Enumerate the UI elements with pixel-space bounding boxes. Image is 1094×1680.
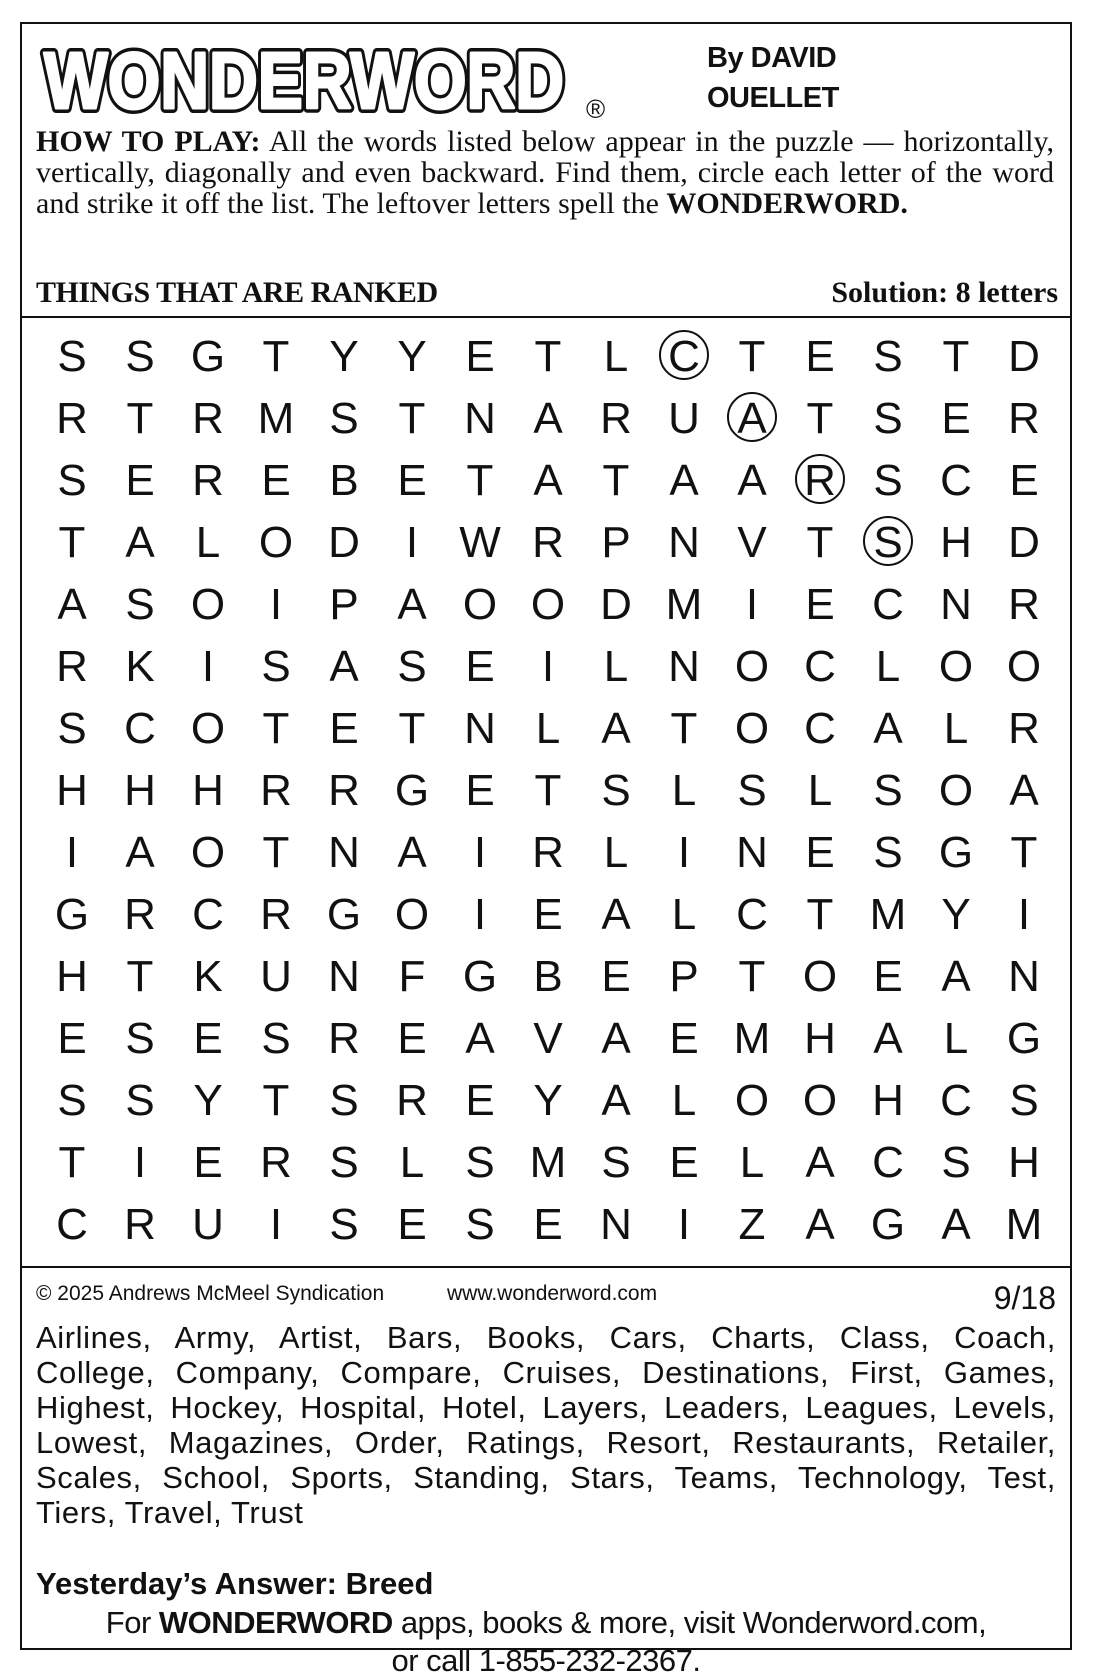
grid-letter[interactable]: O [938, 766, 974, 815]
grid-letter[interactable]: R [1008, 394, 1040, 443]
grid-letter[interactable]: T [1010, 828, 1038, 877]
grid-letter[interactable]: Z [738, 1200, 766, 1249]
grid-letter[interactable]: S [329, 1076, 359, 1125]
grid-letter[interactable]: W [459, 518, 501, 567]
grid-letter[interactable]: C [872, 1138, 904, 1187]
grid-letter[interactable]: A [1009, 766, 1039, 815]
grid-letter[interactable]: H [56, 952, 88, 1001]
grid-letter[interactable]: O [190, 828, 226, 877]
grid-letter[interactable]: E [465, 766, 495, 815]
grid-letter[interactable]: B [329, 456, 359, 505]
registered-mark: ® [586, 94, 606, 124]
grid-letter[interactable]: R [56, 642, 88, 691]
grid-letter[interactable]: C [56, 1200, 88, 1249]
word-list: Airlines, Army, Artist, Bars, Books, Cars, Charts, Class, Coach, College, Company, Compare, Cruises, Destinations, First, Games, Highest, Hockey, Hospital, Hotel, Layers, Leaders, Leagues, Levels, Lowest, Magazines, Order, Ratings, Resort, Restaurants, Retailer, Scales, School, Sports, Standing, Stars, Teams, Technology, Test, Tiers, Travel, Trust [36, 1320, 1056, 1530]
promo-brand: WONDERWORD [158, 1605, 393, 1640]
grid-letter[interactable]: H [192, 766, 224, 815]
grid-letter[interactable]: E [397, 456, 427, 505]
grid-letter[interactable]: H [804, 1014, 836, 1063]
grid-letter[interactable]: S [873, 332, 903, 381]
grid-letter[interactable]: R [396, 1076, 428, 1125]
grid-letter[interactable]: I [473, 828, 487, 877]
grid-letter[interactable]: C [872, 580, 904, 629]
grid-letter[interactable]: O [258, 518, 294, 567]
grid-letter[interactable]: E [805, 332, 835, 381]
grid-letter[interactable]: A [737, 456, 767, 505]
grid-letter[interactable]: N [668, 518, 700, 567]
grid-letter[interactable]: L [671, 1076, 697, 1125]
grid-letter[interactable]: E [329, 704, 359, 753]
grid-letter[interactable]: L [875, 642, 901, 691]
grid-letter[interactable]: M [665, 580, 703, 629]
grid-letter[interactable]: R [1008, 704, 1040, 753]
grid-letter[interactable]: E [465, 332, 495, 381]
grid-letter[interactable]: Y [533, 1076, 563, 1125]
grid-letter[interactable]: D [328, 518, 360, 567]
logo-outline: WONDERWORD [44, 36, 564, 125]
grid-letter[interactable]: I [201, 642, 215, 691]
grid-letter[interactable]: A [533, 456, 563, 505]
grid-letter[interactable]: T [262, 828, 290, 877]
grid-letter[interactable]: I [677, 1200, 691, 1249]
grid-letter[interactable]: E [533, 1200, 563, 1249]
grid-letter[interactable]: S [125, 580, 155, 629]
grid-letter[interactable]: A [873, 704, 903, 753]
grid-letter[interactable]: Y [397, 332, 427, 381]
grid-letter[interactable]: L [603, 828, 629, 877]
grid-letter[interactable]: E [57, 1014, 87, 1063]
grid-letter[interactable]: A [329, 642, 359, 691]
grid-letter[interactable]: R [192, 394, 224, 443]
grid-letter[interactable]: S [57, 456, 87, 505]
grid-letter[interactable]: S [737, 766, 767, 815]
grid-letter[interactable]: S [57, 704, 87, 753]
grid-letter[interactable]: N [600, 1200, 632, 1249]
grid-letter[interactable]: E [125, 456, 155, 505]
grid-letter[interactable]: A [805, 1138, 835, 1187]
grid-letter[interactable]: H [872, 1076, 904, 1125]
grid-letter[interactable]: O [802, 952, 838, 1001]
grid-letter[interactable]: I [133, 1138, 147, 1187]
grid-letter[interactable]: R [124, 1200, 156, 1249]
grid-letter[interactable]: C [804, 642, 836, 691]
grid-letter[interactable]: P [669, 952, 699, 1001]
grid-letter[interactable]: E [601, 952, 631, 1001]
grid-letter[interactable]: E [669, 1138, 699, 1187]
grid-letter[interactable]: S [261, 642, 291, 691]
grid-letter[interactable]: S [329, 1138, 359, 1187]
grid-letter[interactable]: T [262, 332, 290, 381]
puzzle-footer [22, 1268, 1070, 1678]
grid-letter[interactable]: C [124, 704, 156, 753]
grid-letter[interactable]: N [328, 952, 360, 1001]
grid-letter[interactable]: T [806, 394, 834, 443]
grid-letter[interactable]: R [260, 890, 292, 939]
grid-letter[interactable]: S [261, 1014, 291, 1063]
grid-letter[interactable]: T [534, 766, 562, 815]
grid-letter[interactable]: H [1008, 1138, 1040, 1187]
grid-letter[interactable]: G [938, 828, 974, 877]
grid-letter[interactable]: E [873, 952, 903, 1001]
grid-letter[interactable]: L [603, 642, 629, 691]
grid-letter[interactable]: O [394, 890, 430, 939]
grid-letter[interactable]: O [190, 704, 226, 753]
grid-letter[interactable]: E [941, 394, 971, 443]
grid-letter[interactable]: R [260, 766, 292, 815]
grid-letter[interactable]: T [262, 1076, 290, 1125]
grid-letter[interactable]: T [398, 394, 426, 443]
grid-letter[interactable]: E [465, 642, 495, 691]
grid-letter[interactable]: L [671, 766, 697, 815]
grid-letter[interactable]: I [473, 890, 487, 939]
grid-letter[interactable]: N [668, 642, 700, 691]
grid-letter[interactable]: E [193, 1138, 223, 1187]
grid-letter[interactable]: A [873, 1014, 903, 1063]
grid-letter[interactable]: O [734, 704, 770, 753]
grid-letter[interactable]: S [465, 1138, 495, 1187]
grid-letter[interactable]: S [601, 1138, 631, 1187]
grid-letter[interactable]: N [464, 704, 496, 753]
grid-letter[interactable]: G [54, 890, 90, 939]
grid-letter[interactable]: C [736, 890, 768, 939]
grid-letter[interactable]: A [718, 388, 786, 450]
grid-letter[interactable]: T [58, 1138, 86, 1187]
copyright: © 2025 Andrews McMeel Syndication [36, 1282, 385, 1305]
grid-letter[interactable]: O [1006, 642, 1042, 691]
grid-letter[interactable]: S [125, 332, 155, 381]
grid-letter[interactable]: S [1009, 1076, 1039, 1125]
grid-letter[interactable]: E [805, 580, 835, 629]
promo-line-2: or call 1-855-232-2367. [391, 1643, 701, 1678]
grid-letter[interactable]: N [1008, 952, 1040, 1001]
grid-letter[interactable]: L [671, 890, 697, 939]
grid-letter[interactable]: U [260, 952, 292, 1001]
puzzle-frame [20, 22, 1072, 1678]
how-to-play-text: All the words listed below appear in the puzzle — horizontally, vertically, diagonally and even backward. Find them, circle each letter of the word and strike it off the list. The leftover letters spell the [36, 125, 1055, 220]
solution-length: Solution: 8 letters [831, 276, 1058, 309]
letter-grid [22, 318, 1070, 1268]
how-to-play-end: WONDERWORD. [666, 187, 908, 220]
grid-letter[interactable]: R [532, 518, 564, 567]
grid-letter[interactable]: S [57, 1076, 87, 1125]
grid-letter[interactable]: L [535, 704, 561, 753]
grid-letter[interactable]: T [126, 394, 154, 443]
grid-letter[interactable]: C [192, 890, 224, 939]
grid-letter[interactable]: I [405, 518, 419, 567]
grid-letter[interactable]: N [940, 580, 972, 629]
grid-letter[interactable]: R [192, 456, 224, 505]
grid-letter[interactable]: A [397, 828, 427, 877]
grid-letter[interactable]: G [462, 952, 498, 1001]
grid-letter[interactable]: Y [941, 890, 971, 939]
grid-letter[interactable]: A [941, 1200, 971, 1249]
grid-letter[interactable]: R [786, 450, 854, 512]
grid-letter[interactable]: K [193, 952, 223, 1001]
grid-letter[interactable]: M [529, 1138, 567, 1187]
grid-letter[interactable]: S [125, 1076, 155, 1125]
website-link[interactable]: www.wonderword.com [447, 1282, 658, 1305]
grid-letter[interactable]: P [329, 580, 359, 629]
grid-letter[interactable]: L [739, 1138, 765, 1187]
grid-letter[interactable]: C [650, 326, 718, 388]
grid-letter[interactable]: A [397, 580, 427, 629]
grid-letter[interactable]: S [854, 512, 922, 574]
puzzle-category: THINGS THAT ARE RANKED [36, 276, 438, 309]
grid-letter[interactable]: I [745, 580, 759, 629]
grid-letter[interactable]: U [668, 394, 700, 443]
byline [707, 38, 839, 118]
grid-letter[interactable]: E [669, 1014, 699, 1063]
grid-letter[interactable]: V [737, 518, 767, 567]
grid-letter[interactable]: T [466, 456, 494, 505]
grid-letter[interactable]: T [398, 704, 426, 753]
grid-letter[interactable]: O [530, 580, 566, 629]
yesterdays-answer: Yesterday’s Answer: Breed [36, 1566, 434, 1601]
grid-letter[interactable]: A [465, 1014, 495, 1063]
grid-letter[interactable]: E [1009, 456, 1039, 505]
grid-letter[interactable]: S [57, 332, 87, 381]
grid-letter[interactable]: A [125, 828, 155, 877]
grid-letter[interactable]: A [805, 1200, 835, 1249]
grid-letter[interactable]: R [328, 1014, 360, 1063]
grid-letter[interactable]: T [602, 456, 630, 505]
grid-letter[interactable]: S [397, 642, 427, 691]
grid-letter[interactable]: G [326, 890, 362, 939]
grid-letter[interactable]: E [397, 1200, 427, 1249]
grid-letter[interactable]: A [941, 952, 971, 1001]
grid-letter[interactable]: L [195, 518, 221, 567]
grid-letter[interactable]: R [56, 394, 88, 443]
grid-letter[interactable]: I [65, 828, 79, 877]
grid-letter[interactable]: P [601, 518, 631, 567]
grid-letter[interactable]: S [873, 828, 903, 877]
how-to-play-label: HOW TO PLAY: [36, 125, 261, 158]
grid-letter[interactable]: N [736, 828, 768, 877]
grid-letter[interactable]: G [870, 1200, 906, 1249]
grid-letter[interactable]: C [804, 704, 836, 753]
grid-letter[interactable]: R [532, 828, 564, 877]
grid-letter[interactable]: E [465, 1076, 495, 1125]
grid-letter[interactable]: A [57, 580, 87, 629]
grid-letter[interactable]: A [601, 1014, 631, 1063]
grid-letter[interactable]: O [462, 580, 498, 629]
grid-letter[interactable]: R [124, 890, 156, 939]
grid-letter[interactable]: U [192, 1200, 224, 1249]
grid-letter[interactable]: S [873, 766, 903, 815]
grid-letter[interactable]: A [601, 1076, 631, 1125]
grid-letter[interactable]: F [398, 952, 426, 1001]
grid-letter[interactable]: I [269, 1200, 283, 1249]
puzzle-date: 9/18 [993, 1280, 1056, 1316]
promo-suffix: apps, books & more, visit Wonderword.com, [392, 1605, 987, 1640]
grid-letter[interactable]: Y [193, 1076, 223, 1125]
grid-letter[interactable]: H [940, 518, 972, 567]
grid-letter[interactable]: T [262, 704, 290, 753]
grid-letter[interactable]: S [329, 1200, 359, 1249]
grid-letter[interactable]: T [126, 952, 154, 1001]
grid-letter[interactable]: H [124, 766, 156, 815]
grid-letter[interactable]: T [670, 704, 698, 753]
grid-letter[interactable]: L [943, 704, 969, 753]
byline-line-1: By DAVID [707, 42, 837, 74]
grid-letter[interactable]: I [677, 828, 691, 877]
grid-letter[interactable]: I [541, 642, 555, 691]
grid-letter[interactable]: M [733, 1014, 771, 1063]
grid-letter[interactable]: T [58, 518, 86, 567]
grid-letter[interactable]: M [869, 890, 907, 939]
grid-letter[interactable]: S [125, 1014, 155, 1063]
grid-letter[interactable]: N [328, 828, 360, 877]
grid-letter[interactable]: S [329, 394, 359, 443]
grid-letter[interactable]: D [1008, 332, 1040, 381]
logo-fill: WONDERWORD [44, 36, 564, 125]
grid-letter[interactable]: L [603, 332, 629, 381]
grid-letter[interactable]: T [942, 332, 970, 381]
grid-letter[interactable]: R [260, 1138, 292, 1187]
grid-letter[interactable]: A [669, 456, 699, 505]
grid-letter[interactable]: S [941, 1138, 971, 1187]
grid-letter[interactable]: L [399, 1138, 425, 1187]
grid-letter[interactable]: L [807, 766, 833, 815]
grid-letter[interactable]: E [193, 1014, 223, 1063]
grid-letter[interactable]: R [328, 766, 360, 815]
grid-letter[interactable]: E [397, 1014, 427, 1063]
grid-letter[interactable]: E [805, 828, 835, 877]
grid-letter[interactable]: K [125, 642, 155, 691]
grid-letter[interactable]: H [56, 766, 88, 815]
grid-letter[interactable]: R [1008, 580, 1040, 629]
grid-letter[interactable]: C [940, 1076, 972, 1125]
grid-letter[interactable]: M [257, 394, 295, 443]
grid-letter[interactable]: M [1005, 1200, 1043, 1249]
grid-letter[interactable]: N [464, 394, 496, 443]
how-to-play [36, 126, 1054, 219]
grid-letter[interactable]: G [190, 332, 226, 381]
grid-letter[interactable]: O [190, 580, 226, 629]
grid-letter[interactable]: D [1008, 518, 1040, 567]
grid-letter[interactable]: O [734, 642, 770, 691]
promo-text [22, 1604, 1070, 1680]
grid-letter[interactable]: L [943, 1014, 969, 1063]
grid-letter[interactable]: S [601, 766, 631, 815]
wonderword-logo [36, 30, 606, 140]
grid-letter[interactable]: V [533, 1014, 563, 1063]
byline-line-2: OUELLET [707, 82, 839, 114]
grid-letter[interactable]: T [806, 890, 834, 939]
grid-letter[interactable]: E [533, 890, 563, 939]
grid-letter[interactable]: I [1017, 890, 1031, 939]
promo-prefix: For [105, 1605, 159, 1640]
grid-letter[interactable]: G [394, 766, 430, 815]
grid-letter[interactable]: A [601, 890, 631, 939]
puzzle-header [22, 24, 1070, 318]
grid-letter[interactable]: C [940, 456, 972, 505]
grid-letter[interactable]: G [1006, 1014, 1042, 1063]
grid-letter[interactable]: T [738, 332, 766, 381]
grid-letter[interactable]: A [533, 394, 563, 443]
grid-letter[interactable]: T [806, 518, 834, 567]
grid-letter[interactable]: S [873, 394, 903, 443]
grid-letter[interactable]: T [738, 952, 766, 1001]
grid-letter[interactable]: A [125, 518, 155, 567]
grid-letter[interactable]: O [938, 642, 974, 691]
grid-letter[interactable]: S [465, 1200, 495, 1249]
grid-letter[interactable]: D [600, 580, 632, 629]
grid-letter[interactable]: E [261, 456, 291, 505]
grid-letter[interactable]: O [802, 1076, 838, 1125]
grid-letter[interactable]: Y [329, 332, 359, 381]
grid-letter[interactable]: R [600, 394, 632, 443]
grid-letter[interactable]: S [873, 456, 903, 505]
grid-letter[interactable]: O [734, 1076, 770, 1125]
grid-letter[interactable]: T [534, 332, 562, 381]
grid-letter[interactable]: I [269, 580, 283, 629]
promo-line-1 [22, 1604, 1070, 1642]
grid-letter[interactable]: A [601, 704, 631, 753]
grid-letter[interactable]: B [533, 952, 563, 1001]
